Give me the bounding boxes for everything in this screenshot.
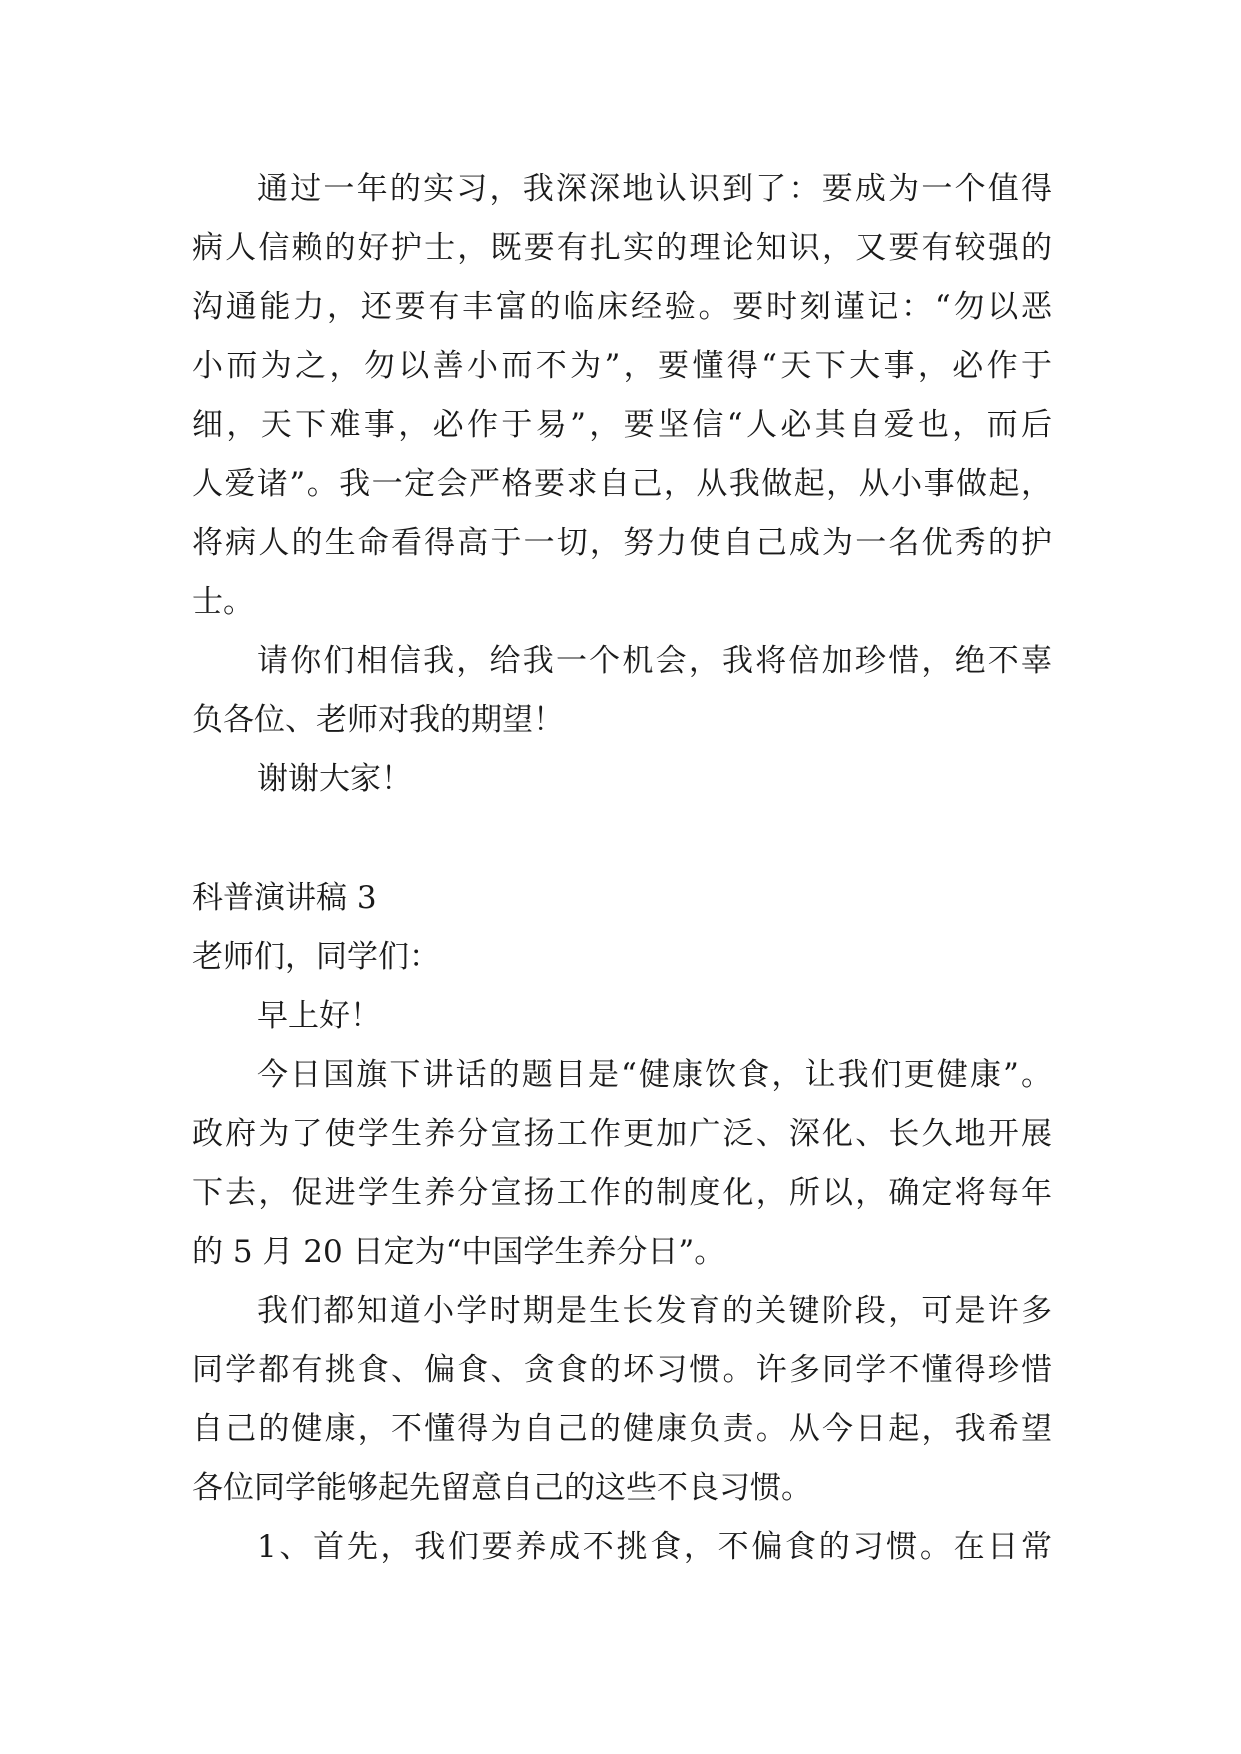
paragraph-point-one (192, 1518, 1052, 1577)
paragraph-topic (192, 1046, 1052, 1282)
section-gap (192, 809, 1052, 868)
text-line: 1、首先，我们要养成不挑食，不偏食的习惯。在日常 (257, 1529, 1052, 1565)
text-line: 人爱诸”。我一定会严格要求自己，从我做起，从小事做起， (192, 466, 1052, 502)
text-line: 细，天下难事，必作于易”，要坚信“人必其自爱也，而后 (192, 407, 1052, 443)
paragraph-request-chance (192, 632, 1052, 750)
text-line: 沟通能力，还要有丰富的临床经验。要时刻谨记：“勿以恶 (192, 289, 1052, 325)
section-speech-3 (192, 868, 1052, 1577)
section-title: 科普演讲稿 3 (192, 880, 377, 916)
text-line: 同学都有挑食、偏食、贪食的坏习惯。许多同学不懂得珍惜 (192, 1352, 1052, 1388)
text-line: 通过一年的实习，我深深地认识到了：要成为一个值得 (257, 171, 1052, 207)
text-line: 将病人的生命看得高于一切，努力使自己成为一名优秀的护 (192, 525, 1052, 561)
text-line: 谢谢大家！ (257, 761, 412, 797)
text-line: 各位同学能够起先留意自己的这些不良习惯。 (192, 1470, 812, 1506)
paragraph-thanks (192, 750, 1052, 809)
greeting: 早上好！ (257, 998, 381, 1034)
text-line: 我们都知道小学时期是生长发育的关键阶段，可是许多 (257, 1293, 1052, 1329)
text-line: 病人信赖的好护士，既要有扎实的理论知识，又要有较强的 (192, 230, 1052, 266)
paragraph-habits (192, 1282, 1052, 1518)
text-line: 政府为了使学生养分宣扬工作更加广泛、深化、长久地开展 (192, 1116, 1052, 1152)
text-line: 小而为之，勿以善小而不为”，要懂得“天下大事，必作于 (192, 348, 1052, 384)
text-line: 请你们相信我，给我一个机会，我将倍加珍惜，绝不辜 (257, 643, 1052, 679)
paragraph-internship-reflection (192, 160, 1052, 632)
text-line: 今日国旗下讲话的题目是“健康饮食，让我们更健康”。 (257, 1057, 1052, 1093)
text-line: 的 5 月 20 日定为“中国学生养分日”。 (192, 1234, 726, 1270)
salutation: 老师们，同学们： (192, 939, 440, 975)
document-page (192, 160, 1052, 1577)
text-line: 自己的健康，不懂得为自己的健康负责。从今日起，我希望 (192, 1411, 1052, 1447)
text-line: 负各位、老师对我的期望！ (192, 702, 564, 738)
text-line: 下去，促进学生养分宣扬工作的制度化，所以，确定将每年 (192, 1175, 1052, 1211)
text-line: 士。 (192, 584, 254, 620)
